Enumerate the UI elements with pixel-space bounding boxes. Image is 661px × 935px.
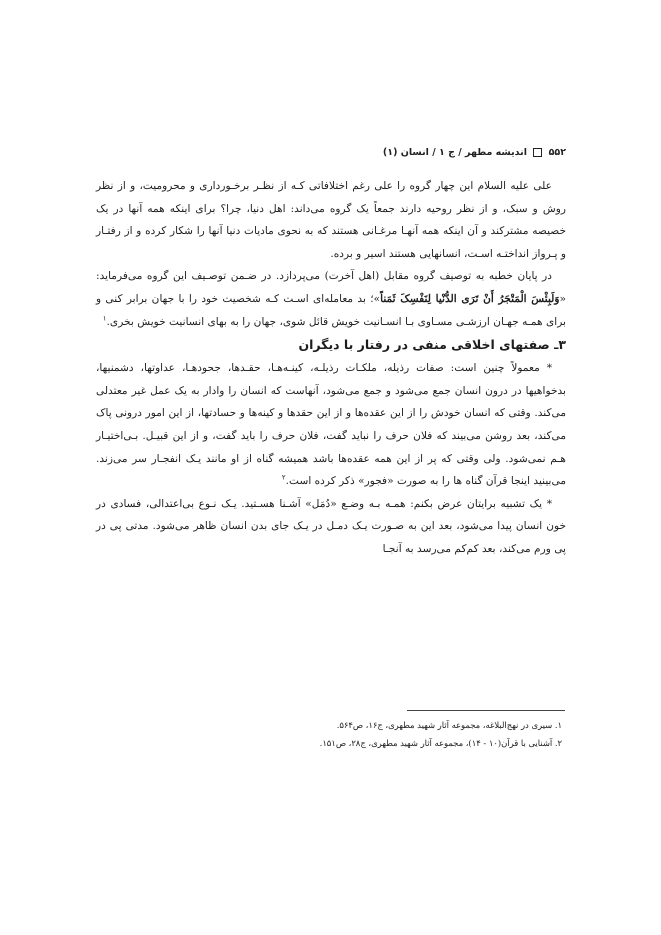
section-heading: ۳ـ صفتهای اخلاقی منفی در رفتار با دیگران xyxy=(298,337,566,353)
paragraph-2 xyxy=(96,265,566,333)
footnote-1: ۱. سیری در نهج‌البلاغه، مجموعه آثار شهید مطهری، ج۱۶، ص۵۶۴. xyxy=(336,720,562,730)
main-text xyxy=(96,175,566,561)
paragraph-2-rest: »؛ بد معامله‌ای اسـت کـه شخصیت خود را با جهان برابر کنی و برای همـه جهـان ارزشـی مسـاوی بـا انسـانیت خویش قائل شوی، جهان را به بهای انسانیت خویش بخری. xyxy=(96,292,566,328)
arabic-quote: وَلَبِئْسَ الْمَتْجَرُ أَنْ تَرَى الدُّنْیا لِنَفْسِکَ ثَمَناً xyxy=(380,292,560,305)
footnotes xyxy=(96,716,562,752)
running-title: اندیشه مطهر / ج ۱ / انسان (۱) xyxy=(382,147,527,158)
footnote-ref-1[interactable]: ۱ xyxy=(102,314,107,323)
paragraph-3 xyxy=(96,357,566,493)
paragraph-1: علی علیه السلام این چهار گروه را علی رغم اختلافاتی کـه از نظـر برخـورداری و محرومیت، و از نظر روش و سبک، و از نظر روحیه دارند جمعاً یک گروه می‌داند: اهل دنیا، چرا؟ برای اینکه همه آنها در یک خصیصه مشترکند و آن اینکه همه آنهـا مرغـانی هستند که به نحوی مادیات دنیا آنها را شکار کرده و از رفتـار و پـرواز انداختـه اسـت، انسانهایی هستند اسیر و برده. xyxy=(96,180,566,260)
paragraph-4: * یک تشبیه برایتان عرض بکنم: همـه بـه وضـع «دُمَل» آشـنا هسـتید. یـک نـوع بی‌اعتدالی، فسادی در خون انسان پیدا می‌شود، بعد این به صـورت یـک دمـل در یـک جای بدن انسان ظاهر می‌شود. مدتی پی در پی ورم می‌کند، بعد کم‌کم می‌رسد به آنجـا xyxy=(96,497,566,555)
square-separator-icon xyxy=(533,148,542,157)
page-number: ۵۵۲ xyxy=(548,147,566,158)
footnote-2: ۲. آشنایی با قرآن(۱۰ - ۱۴)، مجموعه آثار شهید مطهری، ج۲۸، ص۱۵۱. xyxy=(319,738,562,748)
footnote-divider xyxy=(407,710,565,711)
running-header xyxy=(96,147,566,158)
paragraph-2-intro: در پایان خطبه به توصیف گروه مقابل (اهل آخرت) می‌پردازد. در ضـمن توصـیف این گروه می‌فرماید: « xyxy=(96,270,566,305)
paragraph-3-text: * معمولاً چنین است: صفات رذیله، ملکـات رذیلـه، کینـه‌هـا، حقـدها، جحودهـا، عداوتها، دشمنیها، بدخواهیها در درون انسان جمع می‌شود و جمع می‌شود، آنهاست که انسان را وادار به یک عمل غیر معتدلی می‌کند. وقتی که انسان خودش را از این عقده‌ها و از این حقدها و کینه‌ها و حسادتها، از این امور درونی پاک می‌کند، بعد روشن می‌بیند که فلان حرف را نباید گفت، فلان حرف را باید گفت، و از این قبیـل. بـی‌اختیـار هـم نمی‌شود. ولی وقتی که پر از این همه عقده‌ها باشد همیشه گناه از او مانند یـک انفجـار سر می‌زند. می‌بینید اینجا قرآن گناه ها را به صورت «فجور» ذکر کرده است. xyxy=(96,362,566,488)
footnote-ref-2[interactable]: ۲ xyxy=(281,473,286,482)
